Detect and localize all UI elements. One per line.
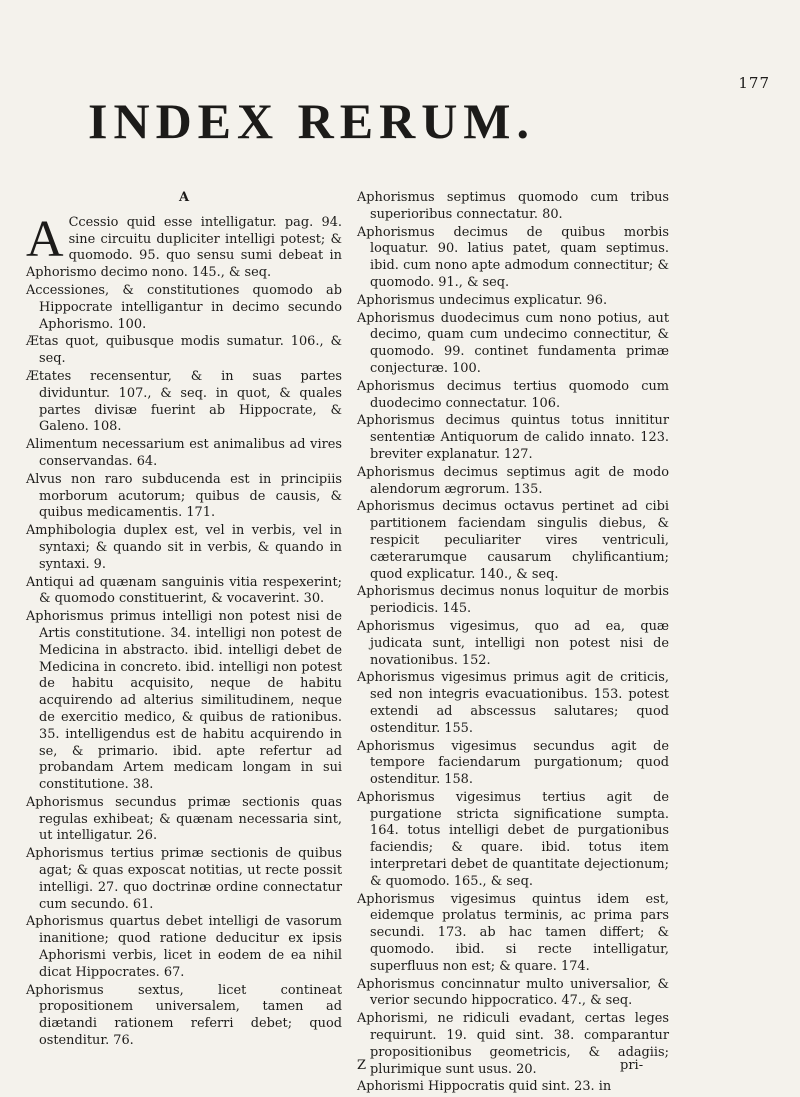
index-entry: Aphorismus decimus octavus pertinet ad cibi partitionem faciendam singulis diebus, & respicit peculiariter vires ventriculi, cæterarumque causarum chylificantium; quod explicatur. 140., & seq. [357,499,669,582]
index-entry: Alvus non raro subducenda est in principiis morborum acutorum; quibus de causis, & quibus medicamentis. 171. [26,471,342,521]
index-entry: Aphorismus duodecimus cum nono potius, aut decimo, quam cum undecimo connectitur, & quomodo. 99. continet fundamenta primæ conjecturæ. 100. [357,310,669,376]
index-entry: Aphorismus quartus debet intelligi de vasorum inanitione; quod ratione deducitur ex ipsis Aphorismi verbis, licet in eodem de ea nihil dicat Hippocrates. 67. [26,914,342,980]
page-title: INDEX RERUM. [88,93,535,149]
index-entry: Aphorismus decimus de quibus morbis loquatur. 90. latius patet, quam septimus. ibid. cum nono apte admodum connectitur; & quomodo. 91., & seq. [357,224,669,290]
signature-mark: Z [357,1058,367,1073]
index-entry: Aphorismi, ne ridiculi evadant, certas leges requirunt. 19. quid sint. 38. comparantur propositionibus geometricis, & adagiis; plurimique sunt usus. 20. [357,1011,669,1077]
index-entry: Aphorismus decimus quintus totus innititur sententiæ Antiquorum de calido innato. 123. breviter explanatur. 127. [357,413,669,462]
index-entry: Alimentum necessarium est animalibus ad vires conservandas. 64. [26,437,342,469]
index-entry: Aphorismus primus intelligi non potest nisi de Artis constitutione. 34. intelligi non potest de Medicina in abstracto. ibid. intelligi debet de Medicina in concreto. ibid. intelligi non potest de habitu acquisito, neque de habitu acquirendo ad alterius similitudinem, neque de exercitio medico, & quibus de rationibus. 35. intelligendus est de habitu acquirendo in se, & primario. ibid. apte refertur ad probandam Artem medicam longam in sui constitutione. 38. [26,609,342,793]
index-entry: Aphorismus secundus primæ sectionis quas regulas exhibeat; & quænam necessaria sint, ut intelligatur. 26. [26,794,342,844]
drop-cap: A [26,210,64,268]
catchword: pri- [620,1058,644,1073]
index-entry: Aphorismus sextus, licet contineat propositionem universalem, tamen ad diætandi rationem referri debet; quod ostenditur. 76. [26,982,342,1049]
section-letter: A [178,190,190,205]
index-entry: Aphorismus undecimus explicatur. 96. [357,292,608,308]
index-entry: Aphorismus tertius primæ sectionis de quibus agat; & quas exposcat notitias, ut recte possit intelligi. 27. quo doctrinæ ordine connectatur cum secundo. 61. [26,846,342,912]
index-entry: Aphorismus vigesimus, quo ad ea, quæ judicata sunt, intelligi non potest nisi de novationibus. 152. [357,618,669,668]
index-entry: Ætates recensentur, & in suas partes dividuntur. 107., & seq. in quot, & quales partes divisæ fuerint ab Hippocrate, & Galeno. 108. [26,368,342,435]
index-entry: Aphorismus concinnatur multo universalior, & verior secundo hippocratico. 47., & seq. [357,976,669,1009]
index-entry: Aphorismus vigesimus secundus agit de tempore faciendarum purgationum; quod ostenditur. 158. [357,738,669,788]
index-entry: Aphorismus vigesimus quintus idem est, eidemque prolatus terminis, ac prima pars secundi. 173. ab hac tamen differt; & quomodo. ibid. si recte intelligatur, superfluus non est; & quare. 174. [357,891,669,974]
index-entry: Aphorismus decimus nonus loquitur de morbis periodicis. 145. [357,584,669,617]
index-entry: A Ccessio quid esse intelligatur. pag. 94. sine circuitu dupliciter intelligi potest; & quomodo. 95. quo sensu sumi debeat in Aphorismo decimo nono. 145., & seq. [26,210,342,281]
index-entry: Aphorismus decimus tertius quomodo cum duodecimo connectatur. 106. [357,378,669,411]
index-entry: Aphorismus vigesimus tertius agit de purgatione stricta significatione sumpta. 164. totus intelligi debet de purgationibus faciendis; & quare. ibid. totus item interpretari debet de quantitate dejectionum; & quomodo. 165., & seq. [357,789,669,889]
index-column-left [26,190,342,1051]
page-number: 177 [738,74,770,92]
index-column-right [357,190,669,1097]
index-entry: Aphorismus septimus quomodo cum tribus superioribus connectatur. 80. [357,190,669,222]
index-entry: Antiqui ad quænam sanguinis vitia respexerint; & quomodo constituerint, & vocaverint. 30. [26,574,342,607]
index-entry: Aphorismus decimus septimus agit de modo alendorum ægrorum. 135. [357,464,669,497]
index-entry: Aphorismi Hippocratis quid sint. 23. in [357,1079,612,1095]
index-entry: Accessiones, & constitutiones quomodo ab Hippocrate intelligantur in decimo secundo Aphorismo. 100. [26,282,342,332]
index-entry: Ætas quot, quibusque modis sumatur. 106., & seq. [26,334,342,367]
index-entry: Amphibologia duplex est, vel in verbis, vel in syntaxi; & quando sit in verbis, & quando in syntaxi. 9. [26,523,342,572]
index-entry: Aphorismus vigesimus primus agit de criticis, sed non integris evacuationibus. 153. potest extendi ad abscessus salutares; quod ostenditur. 155. [357,670,669,736]
